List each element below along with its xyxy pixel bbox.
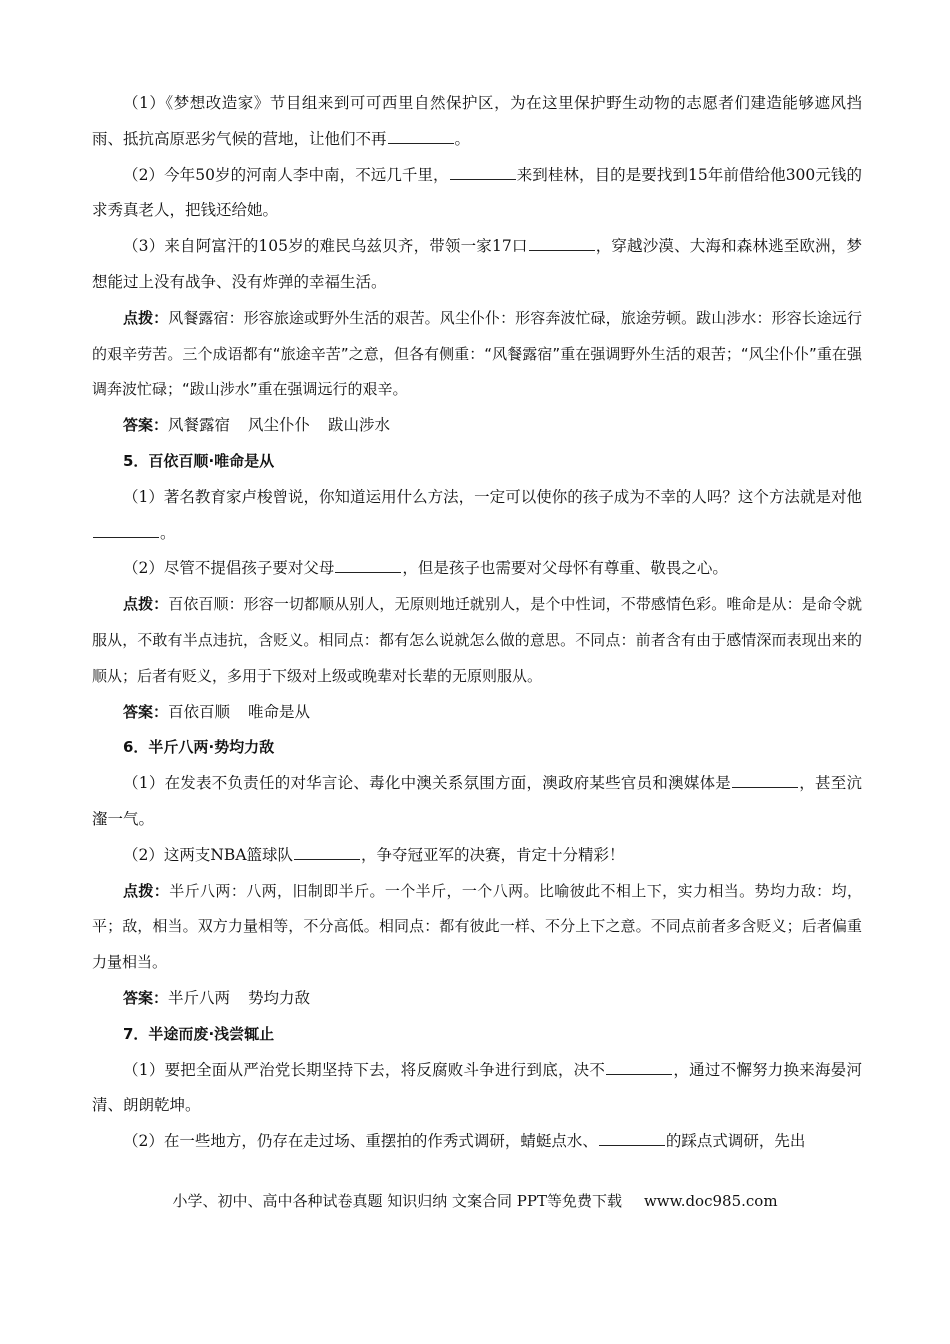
q7-title: 7．半途而废·浅尝辄止 (123, 1024, 275, 1043)
q4-answer-2: 风尘仆仆 (248, 416, 311, 435)
q4-s2-text: （2）今年50岁的河南人李中南，不远几千里， (123, 165, 449, 184)
q5-answer (92, 695, 862, 731)
q4-tip-text: 风餐露宿：形容旅途或野外生活的艰苦。风尘仆仆：形容奔波忙碌，旅途劳顿。跋山涉水：形容长途远行的艰辛劳苦。三个成语都有“旅途辛苦”之意，但各有侧重：“风餐露宿”重在强调野外生活的艰苦；“风尘仆仆”重在强调奔波忙碌；“跋山涉水”重在强调远行的艰辛。 (92, 308, 862, 399)
q6-s1-text: （1）在发表不负责任的对华言论、毒化中澳关系氛围方面，澳政府某些官员和澳媒体是 (123, 774, 732, 793)
answer-blank (93, 525, 159, 538)
q4-tip (92, 301, 862, 408)
q5-answer-1: 百依百顺 (168, 702, 231, 721)
q5-sentence-1 (92, 480, 862, 552)
answer-label: 答案： (123, 988, 169, 1007)
q6-sentence-2 (92, 838, 862, 874)
answer-label: 答案： (123, 416, 169, 435)
q4-s3-end: ，穿越沙漠、大海和森林逃至欧洲，梦想能过上没有战争、没有炸弹的幸福生活。 (92, 237, 862, 291)
q6-s2-text: （2）这两支NBA篮球队 (123, 845, 294, 864)
q7-s1-text: （1）要把全面从严治党长期坚持下去，将反腐败斗争进行到底，决不 (123, 1060, 606, 1079)
q4-answer (92, 408, 862, 444)
tip-label: 点拨： (123, 595, 169, 614)
q6-tip (92, 874, 862, 981)
q6-sentence-1 (92, 766, 862, 838)
q4-s1-text: （1）《梦想改造家》节目组来到可可西里自然保护区，为在这里保护野生动物的志愿者们建造能够遮风挡雨、抵抗高原恶劣气候的营地，让他们不再 (92, 94, 862, 148)
q7-sentence-1 (92, 1053, 862, 1125)
q6-answer-1: 半斤八两 (168, 988, 231, 1007)
q5-s2-end: ，但是孩子也需要对父母怀有尊重、敬畏之心。 (402, 559, 728, 578)
q5-answer-2: 唯命是从 (248, 702, 311, 721)
q4-s2-end: 来到桂林，目的是要找到15年前借给他300元钱的求秀真老人，把钱还给她。 (92, 165, 862, 220)
footer-url: www.doc985.com (643, 1192, 778, 1210)
answer-blank (450, 167, 516, 180)
answer-blank (388, 131, 454, 144)
q4-sentence-1 (92, 86, 862, 158)
answer-blank (606, 1062, 672, 1075)
q5-tip-text: 百依百顺：形容一切都顺从别人，无原则地迁就别人，是个中性词，不带感情色彩。唯命是从：是命令就服从，不敢有半点违抗，含贬义。相同点：都有怎么说就怎么做的意思。不同点：前者含有由于感情深而表现出来的顺从；后者有贬义，多用于下级对上级或晚辈对长辈的无原则服从。 (92, 595, 862, 685)
q5-s1-text: （1）著名教育家卢梭曾说，你知道运用什么方法，一定可以使你的孩子成为不幸的人吗？这个方法就是对他 (123, 487, 862, 506)
q4-answer-1: 风餐露宿 (168, 416, 231, 435)
q5-sentence-2 (92, 551, 862, 587)
q5-tip (92, 587, 862, 694)
answer-blank (294, 847, 360, 860)
tip-label: 点拨： (123, 308, 169, 327)
q6-s1-end: ，甚至沆瀣一气。 (92, 774, 862, 828)
q6-title: 6．半斤八两·势均力敌 (123, 738, 275, 757)
q4-s1-end: 。 (454, 129, 471, 148)
footer-text: 小学、初中、高中各种试卷真题 知识归纳 文案合同 PPT等免费下载 (172, 1192, 622, 1210)
q5-s1-end: 。 (160, 523, 176, 542)
answer-blank (529, 238, 595, 251)
answer-label: 答案： (123, 702, 169, 721)
q6-answer-2: 势均力敌 (248, 988, 311, 1007)
q4-answer-3: 跋山涉水 (328, 416, 391, 435)
q5-s2-text: （2）尽管不提倡孩子要对父母 (123, 559, 335, 578)
q5-title: 5．百依百顺·唯命是从 (123, 451, 275, 470)
answer-blank (732, 775, 798, 788)
document-page (92, 86, 862, 1160)
tip-label: 点拨： (123, 881, 170, 900)
q6-answer (92, 981, 862, 1017)
q4-sentence-3 (92, 229, 862, 301)
q6-tip-text: 半斤八两：八两，旧制即半斤。一个半斤，一个八两。比喻彼此不相上下，实力相当。势均力敌：均，平；敌，相当。双方力量相等，不分高低。相同点：都有彼此一样、不分上下之意。不同点前者多含贬义；后者偏重力量相当。 (92, 881, 862, 972)
q4-s3-text: （3）来自阿富汗的105岁的难民乌兹贝齐，带领一家17口 (123, 237, 528, 256)
q7-sentence-2 (92, 1124, 862, 1160)
q7-s1-end: ，通过不懈努力换来海晏河清、朗朗乾坤。 (92, 1060, 862, 1115)
q7-s2-end: 的踩点式调研，先出 (665, 1132, 806, 1151)
answer-blank (599, 1133, 665, 1146)
answer-blank (335, 560, 401, 573)
page-footer (0, 1190, 950, 1211)
q7-s2-text: （2）在一些地方，仍存在走过场、重摆拍的作秀式调研，蜻蜓点水、 (123, 1132, 598, 1151)
q4-sentence-2 (92, 158, 862, 230)
q6-s2-end: ，争夺冠亚军的决赛，肯定十分精彩！ (361, 845, 625, 864)
